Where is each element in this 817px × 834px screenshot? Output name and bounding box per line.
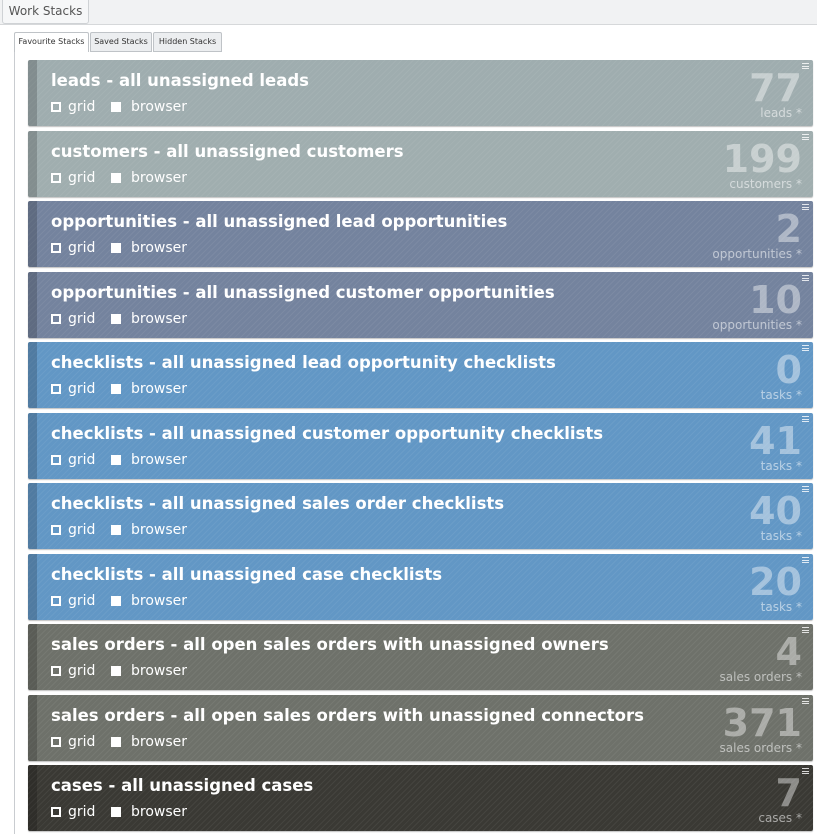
stack-color-bar: [28, 554, 37, 620]
grid-checkbox-icon[interactable]: [51, 807, 61, 817]
stack-title[interactable]: sales orders - all open sales orders with unassigned owners: [51, 635, 609, 654]
work-stack-card[interactable]: [28, 554, 813, 620]
browser-checkbox-icon[interactable]: [111, 314, 121, 324]
stack-count: 0: [775, 348, 802, 392]
stack-menu-icon[interactable]: [802, 768, 809, 774]
work-stack-card[interactable]: [28, 483, 813, 549]
browser-label[interactable]: browser: [131, 804, 188, 820]
stack-title[interactable]: checklists - all unassigned sales order checklists: [51, 494, 505, 513]
work-stack-card[interactable]: [28, 624, 813, 690]
stack-unit: tasks *: [760, 388, 802, 402]
stack-unit: leads *: [760, 106, 802, 120]
browser-label[interactable]: browser: [131, 170, 188, 186]
grid-label[interactable]: grid: [68, 452, 96, 468]
browser-checkbox-icon[interactable]: [111, 173, 121, 183]
grid-checkbox-icon[interactable]: [51, 596, 61, 606]
stack-title[interactable]: checklists - all unassigned customer opportunity checklists: [51, 424, 604, 443]
work-stack-card[interactable]: [28, 131, 813, 197]
grid-label[interactable]: grid: [68, 734, 96, 750]
grid-label[interactable]: grid: [68, 311, 96, 327]
browser-label[interactable]: browser: [131, 663, 188, 679]
grid-checkbox-icon[interactable]: [51, 666, 61, 676]
stack-color-bar: [28, 131, 37, 197]
stack-count: 41: [749, 419, 802, 463]
stack-color-bar: [28, 272, 37, 338]
stack-menu-icon[interactable]: [802, 486, 809, 492]
browser-label[interactable]: browser: [131, 522, 188, 538]
stack-menu-icon[interactable]: [802, 627, 809, 633]
tab-favourite-stacks[interactable]: Favourite Stacks: [14, 32, 89, 53]
work-stack-card[interactable]: [28, 201, 813, 267]
browser-checkbox-icon[interactable]: [111, 384, 121, 394]
stack-count: 199: [722, 137, 802, 181]
stack-color-bar: [28, 695, 37, 761]
stack-color-bar: [28, 483, 37, 549]
work-stack-card[interactable]: [28, 413, 813, 479]
browser-label[interactable]: browser: [131, 452, 188, 468]
browser-label[interactable]: browser: [131, 99, 188, 115]
stack-menu-icon[interactable]: [802, 204, 809, 210]
stack-title[interactable]: checklists - all unassigned lead opportunity checklists: [51, 353, 556, 372]
stack-unit: customers *: [729, 177, 802, 191]
stack-unit: tasks *: [760, 529, 802, 543]
stack-count: 7: [775, 771, 802, 815]
stack-title[interactable]: customers - all unassigned customers: [51, 142, 404, 161]
top-bar: [0, 0, 817, 25]
browser-checkbox-icon[interactable]: [111, 455, 121, 465]
grid-checkbox-icon[interactable]: [51, 102, 61, 112]
stack-menu-icon[interactable]: [802, 63, 809, 69]
stack-unit: tasks *: [760, 459, 802, 473]
grid-label[interactable]: grid: [68, 804, 96, 820]
stack-title[interactable]: checklists - all unassigned case checklists: [51, 565, 443, 584]
stack-menu-icon[interactable]: [802, 698, 809, 704]
browser-checkbox-icon[interactable]: [111, 666, 121, 676]
tab-saved-stacks[interactable]: Saved Stacks: [90, 32, 152, 52]
browser-label[interactable]: browser: [131, 593, 188, 609]
browser-checkbox-icon[interactable]: [111, 596, 121, 606]
stack-count: 2: [775, 207, 802, 251]
stack-title[interactable]: opportunities - all unassigned lead opportunities: [51, 212, 508, 231]
browser-label[interactable]: browser: [131, 311, 188, 327]
page-title-tab[interactable]: Work Stacks: [2, 0, 89, 24]
stack-count: 20: [749, 560, 802, 604]
work-stack-card[interactable]: [28, 765, 813, 831]
work-stack-card[interactable]: [28, 342, 813, 408]
browser-label[interactable]: browser: [131, 381, 188, 397]
browser-checkbox-icon[interactable]: [111, 243, 121, 253]
grid-label[interactable]: grid: [68, 240, 96, 256]
stack-color-bar: [28, 413, 37, 479]
grid-checkbox-icon[interactable]: [51, 525, 61, 535]
grid-label[interactable]: grid: [68, 99, 96, 115]
stack-title[interactable]: cases - all unassigned cases: [51, 776, 314, 795]
stack-unit: opportunities *: [712, 247, 802, 261]
stack-menu-icon[interactable]: [802, 345, 809, 351]
tab-hidden-stacks[interactable]: Hidden Stacks: [153, 32, 222, 52]
stack-color-bar: [28, 60, 37, 126]
work-stack-card[interactable]: [28, 695, 813, 761]
stack-color-bar: [28, 765, 37, 831]
stack-tabs: [14, 32, 817, 53]
stack-menu-icon[interactable]: [802, 275, 809, 281]
stack-count: 40: [749, 489, 802, 533]
work-stack-card[interactable]: [28, 272, 813, 338]
grid-checkbox-icon[interactable]: [51, 455, 61, 465]
stack-unit: sales orders *: [719, 670, 802, 684]
stack-count: 77: [749, 66, 802, 110]
stack-title[interactable]: leads - all unassigned leads: [51, 71, 309, 90]
grid-checkbox-icon[interactable]: [51, 173, 61, 183]
work-stack-card[interactable]: [28, 60, 813, 126]
stack-count: 4: [775, 630, 802, 674]
grid-checkbox-icon[interactable]: [51, 384, 61, 394]
browser-label[interactable]: browser: [131, 240, 188, 256]
browser-checkbox-icon[interactable]: [111, 525, 121, 535]
grid-label[interactable]: grid: [68, 170, 96, 186]
stack-title[interactable]: opportunities - all unassigned customer opportunities: [51, 283, 555, 302]
stack-unit: tasks *: [760, 600, 802, 614]
stack-color-bar: [28, 342, 37, 408]
grid-label[interactable]: grid: [68, 522, 96, 538]
browser-checkbox-icon[interactable]: [111, 102, 121, 112]
grid-checkbox-icon[interactable]: [51, 243, 61, 253]
browser-checkbox-icon[interactable]: [111, 737, 121, 747]
grid-label[interactable]: grid: [68, 381, 96, 397]
browser-checkbox-icon[interactable]: [111, 807, 121, 817]
stack-count: 10: [749, 278, 802, 322]
stack-unit: sales orders *: [719, 741, 802, 755]
stack-count: 371: [722, 701, 802, 745]
browser-label[interactable]: browser: [131, 734, 188, 750]
stack-title[interactable]: sales orders - all open sales orders with unassigned connectors: [51, 706, 644, 725]
grid-checkbox-icon[interactable]: [51, 737, 61, 747]
stack-menu-icon[interactable]: [802, 134, 809, 140]
stack-menu-icon[interactable]: [802, 416, 809, 422]
stack-color-bar: [28, 201, 37, 267]
grid-label[interactable]: grid: [68, 663, 96, 679]
stack-menu-icon[interactable]: [802, 557, 809, 563]
stack-color-bar: [28, 624, 37, 690]
grid-label[interactable]: grid: [68, 593, 96, 609]
grid-checkbox-icon[interactable]: [51, 314, 61, 324]
stack-unit: cases *: [758, 811, 802, 825]
stack-unit: opportunities *: [712, 318, 802, 332]
